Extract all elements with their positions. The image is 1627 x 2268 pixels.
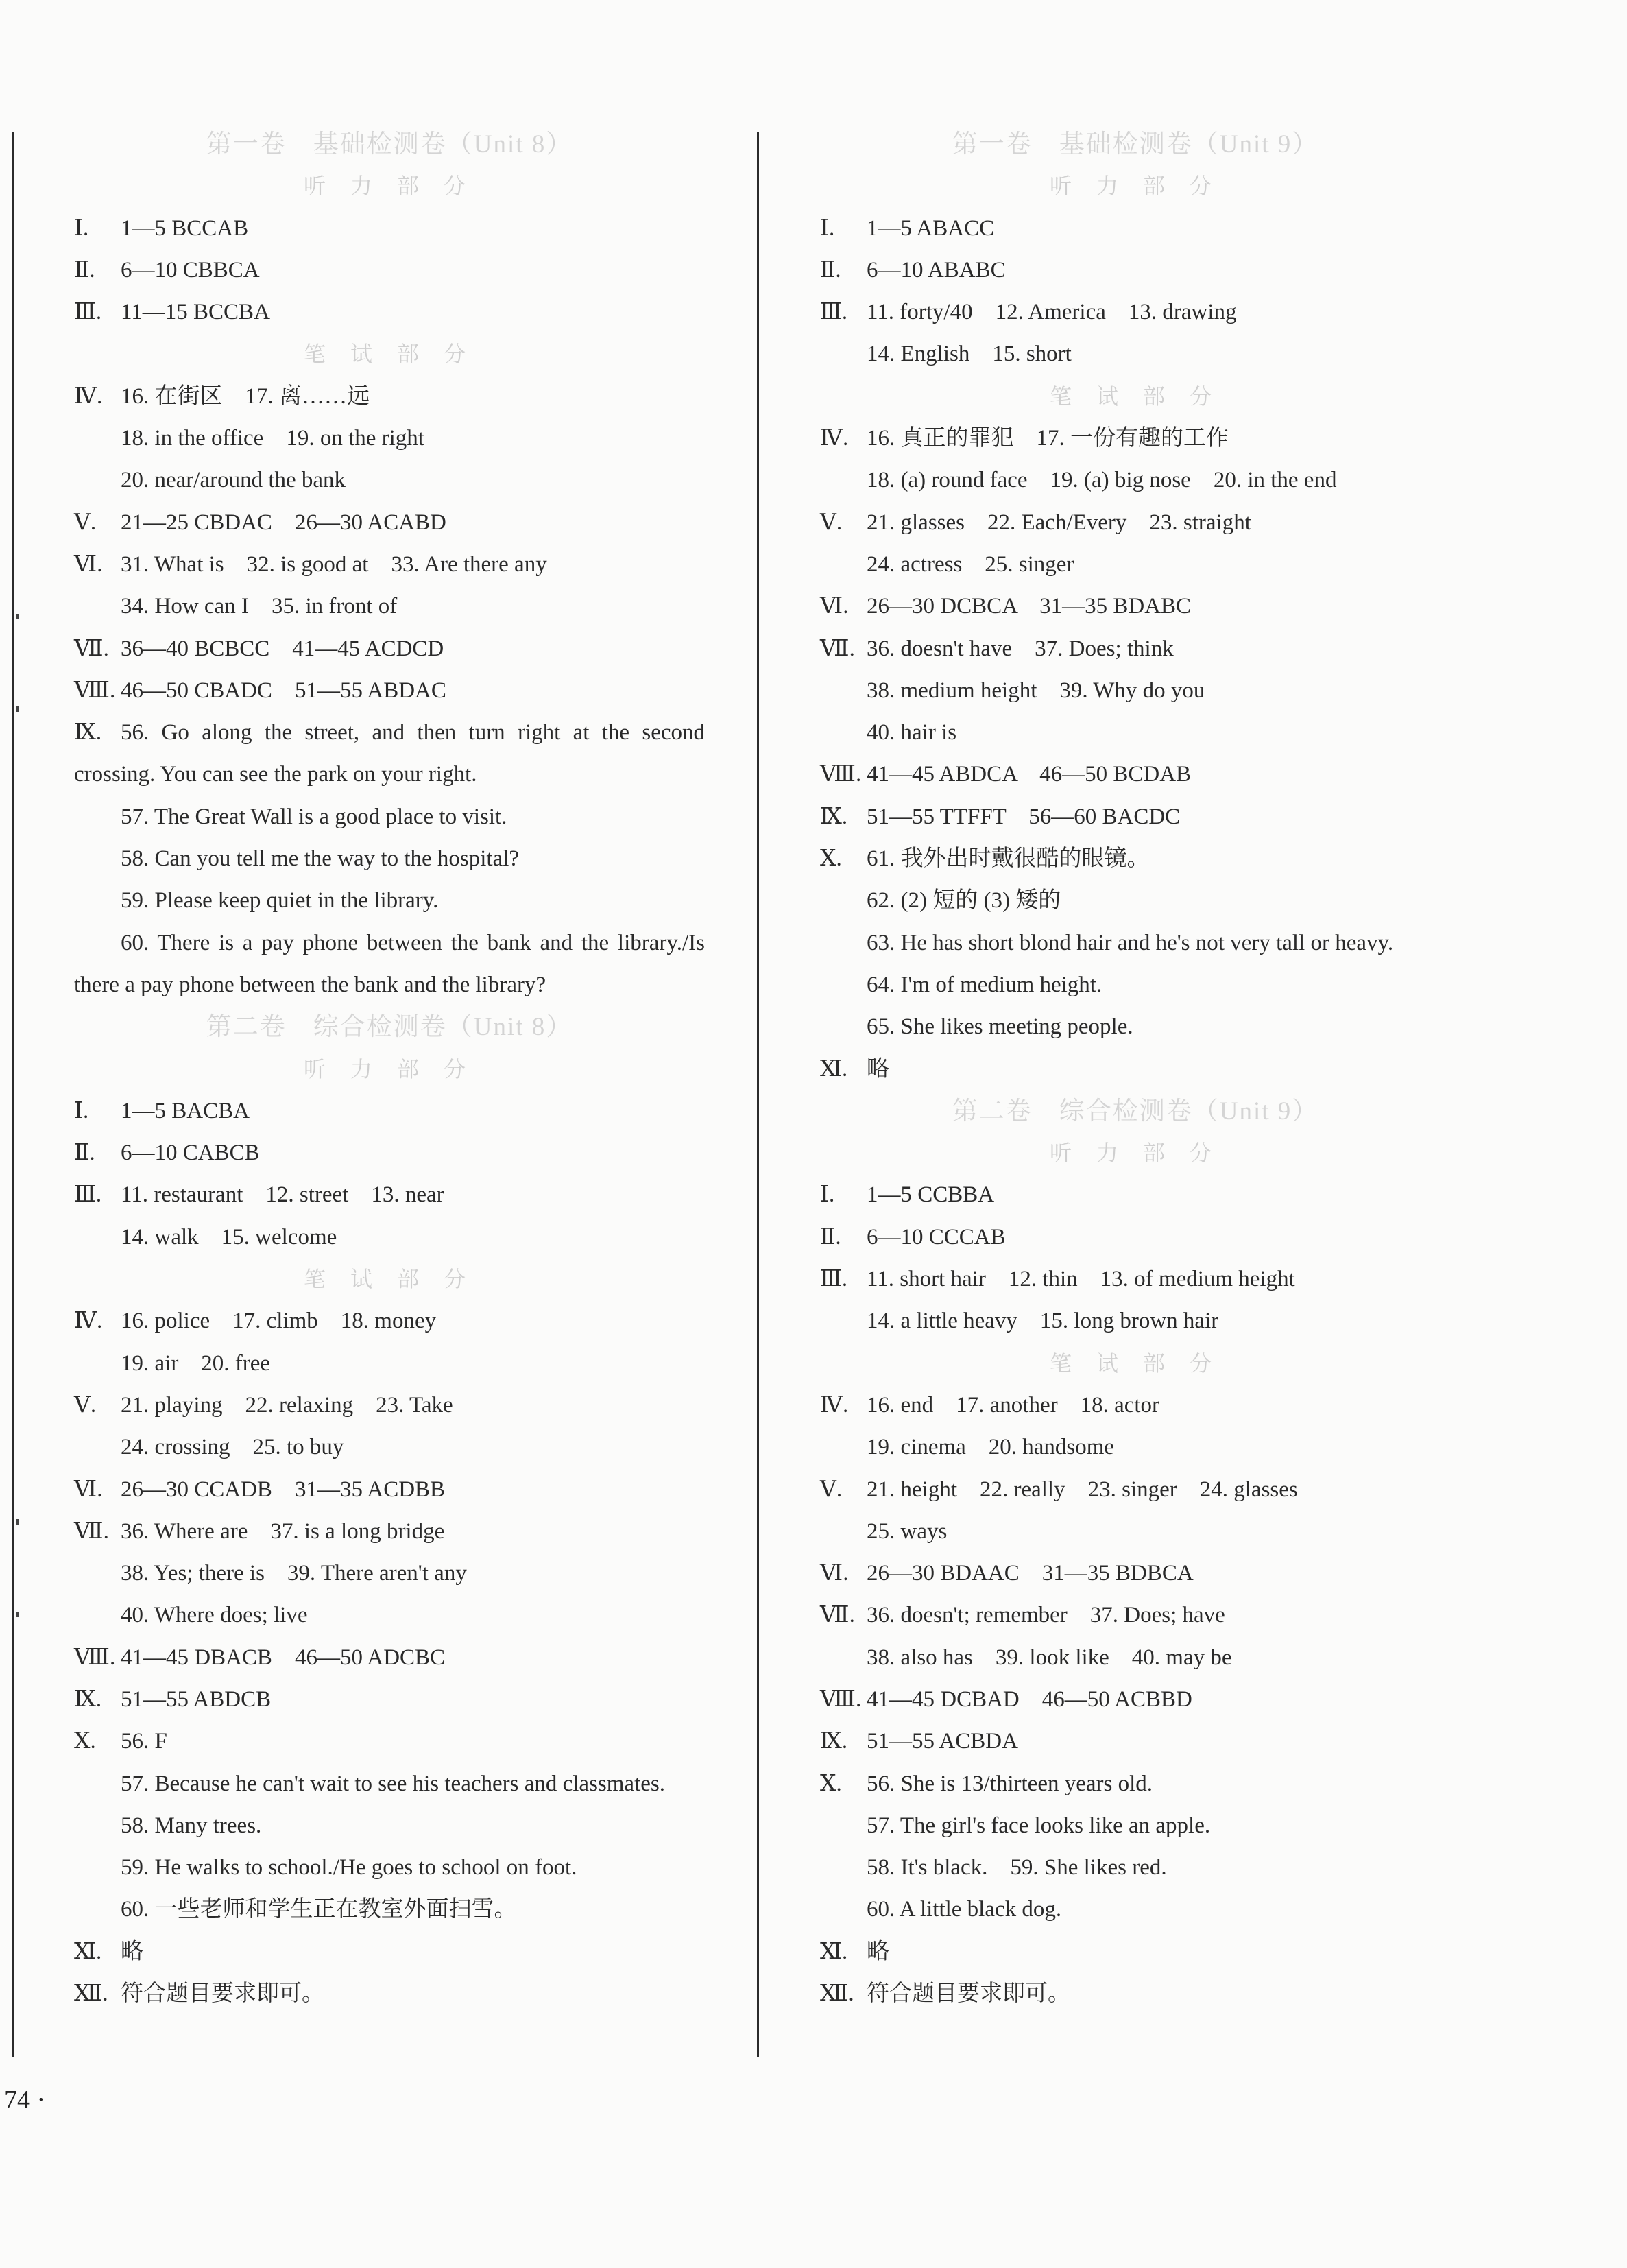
answer-text: 26—30 CCADB 31—35 ACDBB: [121, 1477, 446, 1502]
margin-tick: [16, 614, 19, 619]
answer-item: [74, 712, 705, 796]
answer-text: 6—10 CABCB: [121, 1141, 260, 1166]
roman-numeral: Ⅷ.: [820, 1686, 862, 1712]
answer-text: 41—45 ABDCA 46—50 BCDAB: [867, 762, 1192, 787]
answer-continuation: 59. Please keep quiet in the library.: [121, 888, 439, 914]
answer-item: [820, 1258, 1451, 1300]
answer-text: 31. What is 32. is good at 33. Are there any: [121, 551, 547, 577]
roman-numeral: Ⅵ.: [820, 594, 849, 619]
answer-item: [820, 250, 1451, 291]
answer-text: 略: [121, 1939, 143, 1964]
roman-numeral: Ⅴ.: [74, 510, 97, 535]
answer-continuation: 34. How can I 35. in front of: [121, 594, 398, 619]
answer-text: 51—55 TTFFT 56—60 BACDC: [867, 804, 1181, 829]
roman-numeral: Ⅹ.: [74, 1729, 96, 1754]
subsection-heading: 笔 试 部 分: [1049, 383, 1221, 409]
section-title: 第一卷 基础检测卷（Unit 9）: [952, 130, 1319, 158]
answer-item: [74, 1637, 705, 1679]
subsection-heading: 笔 试 部 分: [303, 342, 475, 367]
answer-continuation: 58. Many trees.: [121, 1813, 262, 1838]
roman-numeral: Ⅻ.: [820, 1981, 854, 2007]
answer-text: 符合题目要求即可。: [121, 1981, 324, 2007]
answer-item: [74, 1511, 705, 1553]
answer-continuation: 19. cinema 20. handsome: [867, 1435, 1115, 1460]
roman-numeral: Ⅺ.: [820, 1939, 848, 1964]
answer-item: [820, 1763, 1451, 1805]
answer-continuation: 58. Can you tell me the way to the hospital?: [121, 846, 520, 872]
roman-numeral: Ⅸ.: [74, 1686, 102, 1712]
answer-continuation: 38. medium height 39. Why do you: [867, 678, 1205, 703]
answer-item: [820, 418, 1451, 459]
roman-numeral: Ⅳ.: [820, 1392, 849, 1418]
answer-text: 26—30 DCBCA 31—35 BDABC: [867, 594, 1192, 619]
answer-item: [820, 1217, 1451, 1258]
answer-continuation: 20. near/around the bank: [121, 468, 346, 493]
answer-item: [74, 1931, 705, 1973]
answer-continuation: 14. walk 15. welcome: [121, 1224, 337, 1250]
answer-continuation: 14. a little heavy 15. long brown hair: [867, 1309, 1219, 1334]
answer-item: [820, 586, 1451, 628]
roman-numeral: Ⅵ.: [74, 1477, 103, 1502]
answer-text: 21. glasses 22. Each/Every 23. straight: [867, 510, 1251, 535]
margin-tick: [16, 1612, 19, 1617]
roman-numeral: Ⅺ.: [820, 1056, 848, 1082]
answer-item: [74, 1973, 705, 2015]
answer-text: 21—25 CBDAC 26—30 ACABD: [121, 510, 446, 535]
subsection-heading: 听 力 部 分: [1049, 174, 1221, 199]
roman-numeral: Ⅷ.: [820, 762, 862, 787]
roman-numeral: Ⅶ.: [74, 1518, 109, 1544]
answer-item: [820, 1049, 1451, 1090]
answer-item: [820, 796, 1451, 838]
roman-numeral: Ⅸ.: [74, 720, 102, 745]
roman-numeral: Ⅲ.: [820, 300, 848, 325]
roman-numeral: Ⅷ.: [74, 678, 116, 703]
roman-numeral: Ⅶ.: [820, 1603, 855, 1628]
roman-numeral: Ⅵ.: [74, 551, 103, 577]
answer-continuation: 59. He walks to school./He goes to school on foot.: [121, 1855, 577, 1881]
answer-continuation: 25. ways: [867, 1518, 948, 1544]
answer-continuation: 60. 一些老师和学生正在教室外面扫雪。: [121, 1897, 517, 1922]
answer-item: [74, 250, 705, 291]
roman-numeral: Ⅰ.: [74, 215, 89, 241]
answer-text: 56. Go along the street, and then turn right at the second crossing. You can see the park on your right.: [74, 720, 705, 787]
roman-numeral: Ⅵ.: [820, 1561, 849, 1586]
answer-item: [820, 1595, 1451, 1636]
roman-numeral: Ⅻ.: [74, 1981, 108, 2007]
answer-item: [820, 628, 1451, 670]
answer-item: [74, 544, 705, 586]
answer-item: [820, 1174, 1451, 1216]
answer-text: 41—45 DBACB 46—50 ADCBC: [121, 1645, 446, 1670]
answer-text: 56. F: [121, 1729, 167, 1754]
answer-item: [820, 1553, 1451, 1595]
answer-item: [74, 1385, 705, 1427]
answer-text: 36—40 BCBCC 41—45 ACDCD: [121, 636, 444, 661]
answer-item: [820, 502, 1451, 544]
answer-item: [74, 1174, 705, 1216]
answer-text: 符合题目要求即可。: [867, 1981, 1070, 2007]
answer-item: [74, 628, 705, 670]
answer-item: [820, 1973, 1451, 2015]
answer-text: 26—30 BDAAC 31—35 BDBCA: [867, 1561, 1194, 1586]
answer-text: 46—50 CBADC 51—55 ABDAC: [121, 678, 446, 703]
answer-text: 16. police 17. climb 18. money: [121, 1309, 437, 1334]
subsection-heading: 听 力 部 分: [303, 174, 475, 199]
answer-text: 41—45 DCBAD 46—50 ACBBD: [867, 1686, 1192, 1712]
roman-numeral: Ⅴ.: [820, 1477, 843, 1502]
subsection-heading: 笔 试 部 分: [1049, 1350, 1221, 1376]
answer-text: 6—10 CBBCA: [121, 257, 260, 283]
answer-continuation: 64. I'm of medium height.: [867, 972, 1102, 997]
section-title: 第一卷 基础检测卷（Unit 8）: [206, 130, 573, 158]
answer-text: 56. She is 13/thirteen years old.: [867, 1771, 1153, 1796]
page-number: 74 ·: [4, 2086, 46, 2114]
answer-item: [820, 1721, 1451, 1763]
answer-continuation: 60. A little black dog.: [867, 1897, 1062, 1922]
answer-continuation: 24. crossing 25. to buy: [121, 1435, 344, 1460]
answer-text: 略: [867, 1939, 889, 1964]
answer-text: 11. forty/40 12. America 13. drawing: [867, 300, 1237, 325]
answer-item: [820, 291, 1451, 333]
left-answer-column: [74, 123, 705, 2015]
answer-text: 11. short hair 12. thin 13. of medium height: [867, 1267, 1295, 1292]
answer-text: 16. 真正的罪犯 17. 一份有趣的工作: [867, 426, 1229, 451]
roman-numeral: Ⅲ.: [74, 300, 102, 325]
roman-numeral: Ⅶ.: [820, 636, 855, 661]
roman-numeral: Ⅰ.: [820, 215, 835, 241]
answer-item: [820, 208, 1451, 250]
answer-continuation: 24. actress 25. singer: [867, 551, 1074, 577]
subsection-heading: 笔 试 部 分: [303, 1267, 475, 1292]
answer-continuation: 57. The Great Wall is a good place to visit.: [121, 804, 507, 829]
margin-tick: [16, 1519, 19, 1525]
roman-numeral: Ⅲ.: [820, 1267, 848, 1292]
answer-text: 6—10 CCCAB: [867, 1224, 1006, 1250]
answer-item: [74, 1090, 705, 1132]
answer-text: 11. restaurant 12. street 13. near: [121, 1182, 444, 1208]
roman-numeral: Ⅱ.: [820, 257, 841, 283]
answer-continuation: 40. Where does; live: [121, 1603, 308, 1628]
answer-item: [74, 502, 705, 544]
answer-text: 16. 在街区 17. 离……远: [121, 383, 370, 409]
answer-item: [74, 1721, 705, 1763]
roman-numeral: Ⅳ.: [74, 383, 103, 409]
roman-numeral: Ⅸ.: [820, 1729, 848, 1754]
right-answer-column: [820, 123, 1451, 2015]
roman-numeral: Ⅴ.: [74, 1392, 97, 1418]
answer-continuation: 18. (a) round face 19. (a) big nose 20. in the end: [867, 468, 1337, 493]
roman-numeral: Ⅷ.: [74, 1645, 116, 1670]
answer-text: 61. 我外出时戴很酷的眼镜。: [867, 846, 1150, 872]
answer-continuation: 58. It's black. 59. She likes red.: [867, 1855, 1167, 1881]
answer-text: 略: [867, 1056, 889, 1082]
roman-numeral: Ⅱ.: [74, 257, 95, 283]
answer-item: [74, 376, 705, 418]
answer-item: [74, 291, 705, 333]
roman-numeral: Ⅱ.: [74, 1141, 95, 1166]
answer-text: 11—15 BCCBA: [121, 300, 270, 325]
answer-item: [74, 208, 705, 250]
roman-numeral: Ⅳ.: [820, 426, 849, 451]
answer-continuation: 57. Because he can't wait to see his teachers and classmates.: [121, 1771, 665, 1796]
answer-continuation: 60. There is a pay phone between the bank and the library./Is there a pay phone between the bank and the library?: [74, 930, 705, 997]
answer-text: 36. Where are 37. is a long bridge: [121, 1518, 445, 1544]
answer-item: [74, 1300, 705, 1342]
roman-numeral: Ⅰ.: [74, 1098, 89, 1123]
answer-item: [820, 1385, 1451, 1427]
answer-text: 36. doesn't; remember 37. Does; have: [867, 1603, 1225, 1628]
answer-continuation: 62. (2) 短的 (3) 矮的: [867, 888, 1061, 914]
answer-item: [820, 838, 1451, 880]
answer-item: [820, 1679, 1451, 1721]
answer-item: [820, 1931, 1451, 1973]
roman-numeral: Ⅹ.: [820, 1771, 842, 1796]
roman-numeral: Ⅱ.: [820, 1224, 841, 1250]
answer-text: 51—55 ABDCB: [121, 1686, 272, 1712]
left-margin-rule: [12, 132, 14, 2057]
roman-numeral: Ⅺ.: [74, 1939, 102, 1964]
subsection-heading: 听 力 部 分: [1049, 1141, 1221, 1166]
answer-text: 36. doesn't have 37. Does; think: [867, 636, 1174, 661]
answer-text: 21. height 22. really 23. singer 24. glasses: [867, 1477, 1298, 1502]
answer-item: [820, 754, 1451, 796]
answer-text: 1—5 CCBBA: [867, 1182, 995, 1208]
center-divider-rule: [757, 132, 759, 2057]
answer-text: 16. end 17. another 18. actor: [867, 1392, 1160, 1418]
answer-item: [820, 1469, 1451, 1511]
answer-continuation: 18. in the office 19. on the right: [121, 426, 424, 451]
answer-continuation: 57. The girl's face looks like an apple.: [867, 1813, 1211, 1838]
answer-text: 51—55 ACBDA: [867, 1729, 1018, 1754]
section-title: 第二卷 综合检测卷（Unit 9）: [952, 1097, 1319, 1125]
answer-item: [74, 1679, 705, 1721]
answer-text: 1—5 BACBA: [121, 1098, 250, 1123]
section-title: 第二卷 综合检测卷（Unit 8）: [206, 1013, 573, 1042]
roman-numeral: Ⅰ.: [820, 1182, 835, 1208]
subsection-heading: 听 力 部 分: [303, 1056, 475, 1082]
answer-item: [74, 670, 705, 712]
answer-text: 1—5 BCCAB: [121, 215, 249, 241]
answer-text: 21. playing 22. relaxing 23. Take: [121, 1392, 453, 1418]
answer-text: 6—10 ABABC: [867, 257, 1006, 283]
answer-continuation: 14. English 15. short: [867, 342, 1072, 367]
answer-continuation: 38. also has 39. look like 40. may be: [867, 1645, 1232, 1670]
answer-item: [74, 1469, 705, 1511]
answer-continuation: 63. He has short blond hair and he's not very tall or heavy.: [867, 930, 1394, 955]
roman-numeral: Ⅳ.: [74, 1309, 103, 1334]
answer-continuation: 40. hair is: [867, 720, 957, 745]
answer-continuation: 65. She likes meeting people.: [867, 1014, 1133, 1040]
roman-numeral: Ⅹ.: [820, 846, 842, 872]
answer-continuation: 38. Yes; there is 39. There aren't any: [121, 1561, 467, 1586]
answer-text: 1—5 ABACC: [867, 215, 995, 241]
roman-numeral: Ⅲ.: [74, 1182, 102, 1208]
margin-tick: [16, 706, 19, 712]
answer-continuation: 19. air 20. free: [121, 1350, 271, 1376]
roman-numeral: Ⅶ.: [74, 636, 109, 661]
roman-numeral: Ⅸ.: [820, 804, 848, 829]
roman-numeral: Ⅴ.: [820, 510, 843, 535]
answer-item: [74, 1132, 705, 1174]
